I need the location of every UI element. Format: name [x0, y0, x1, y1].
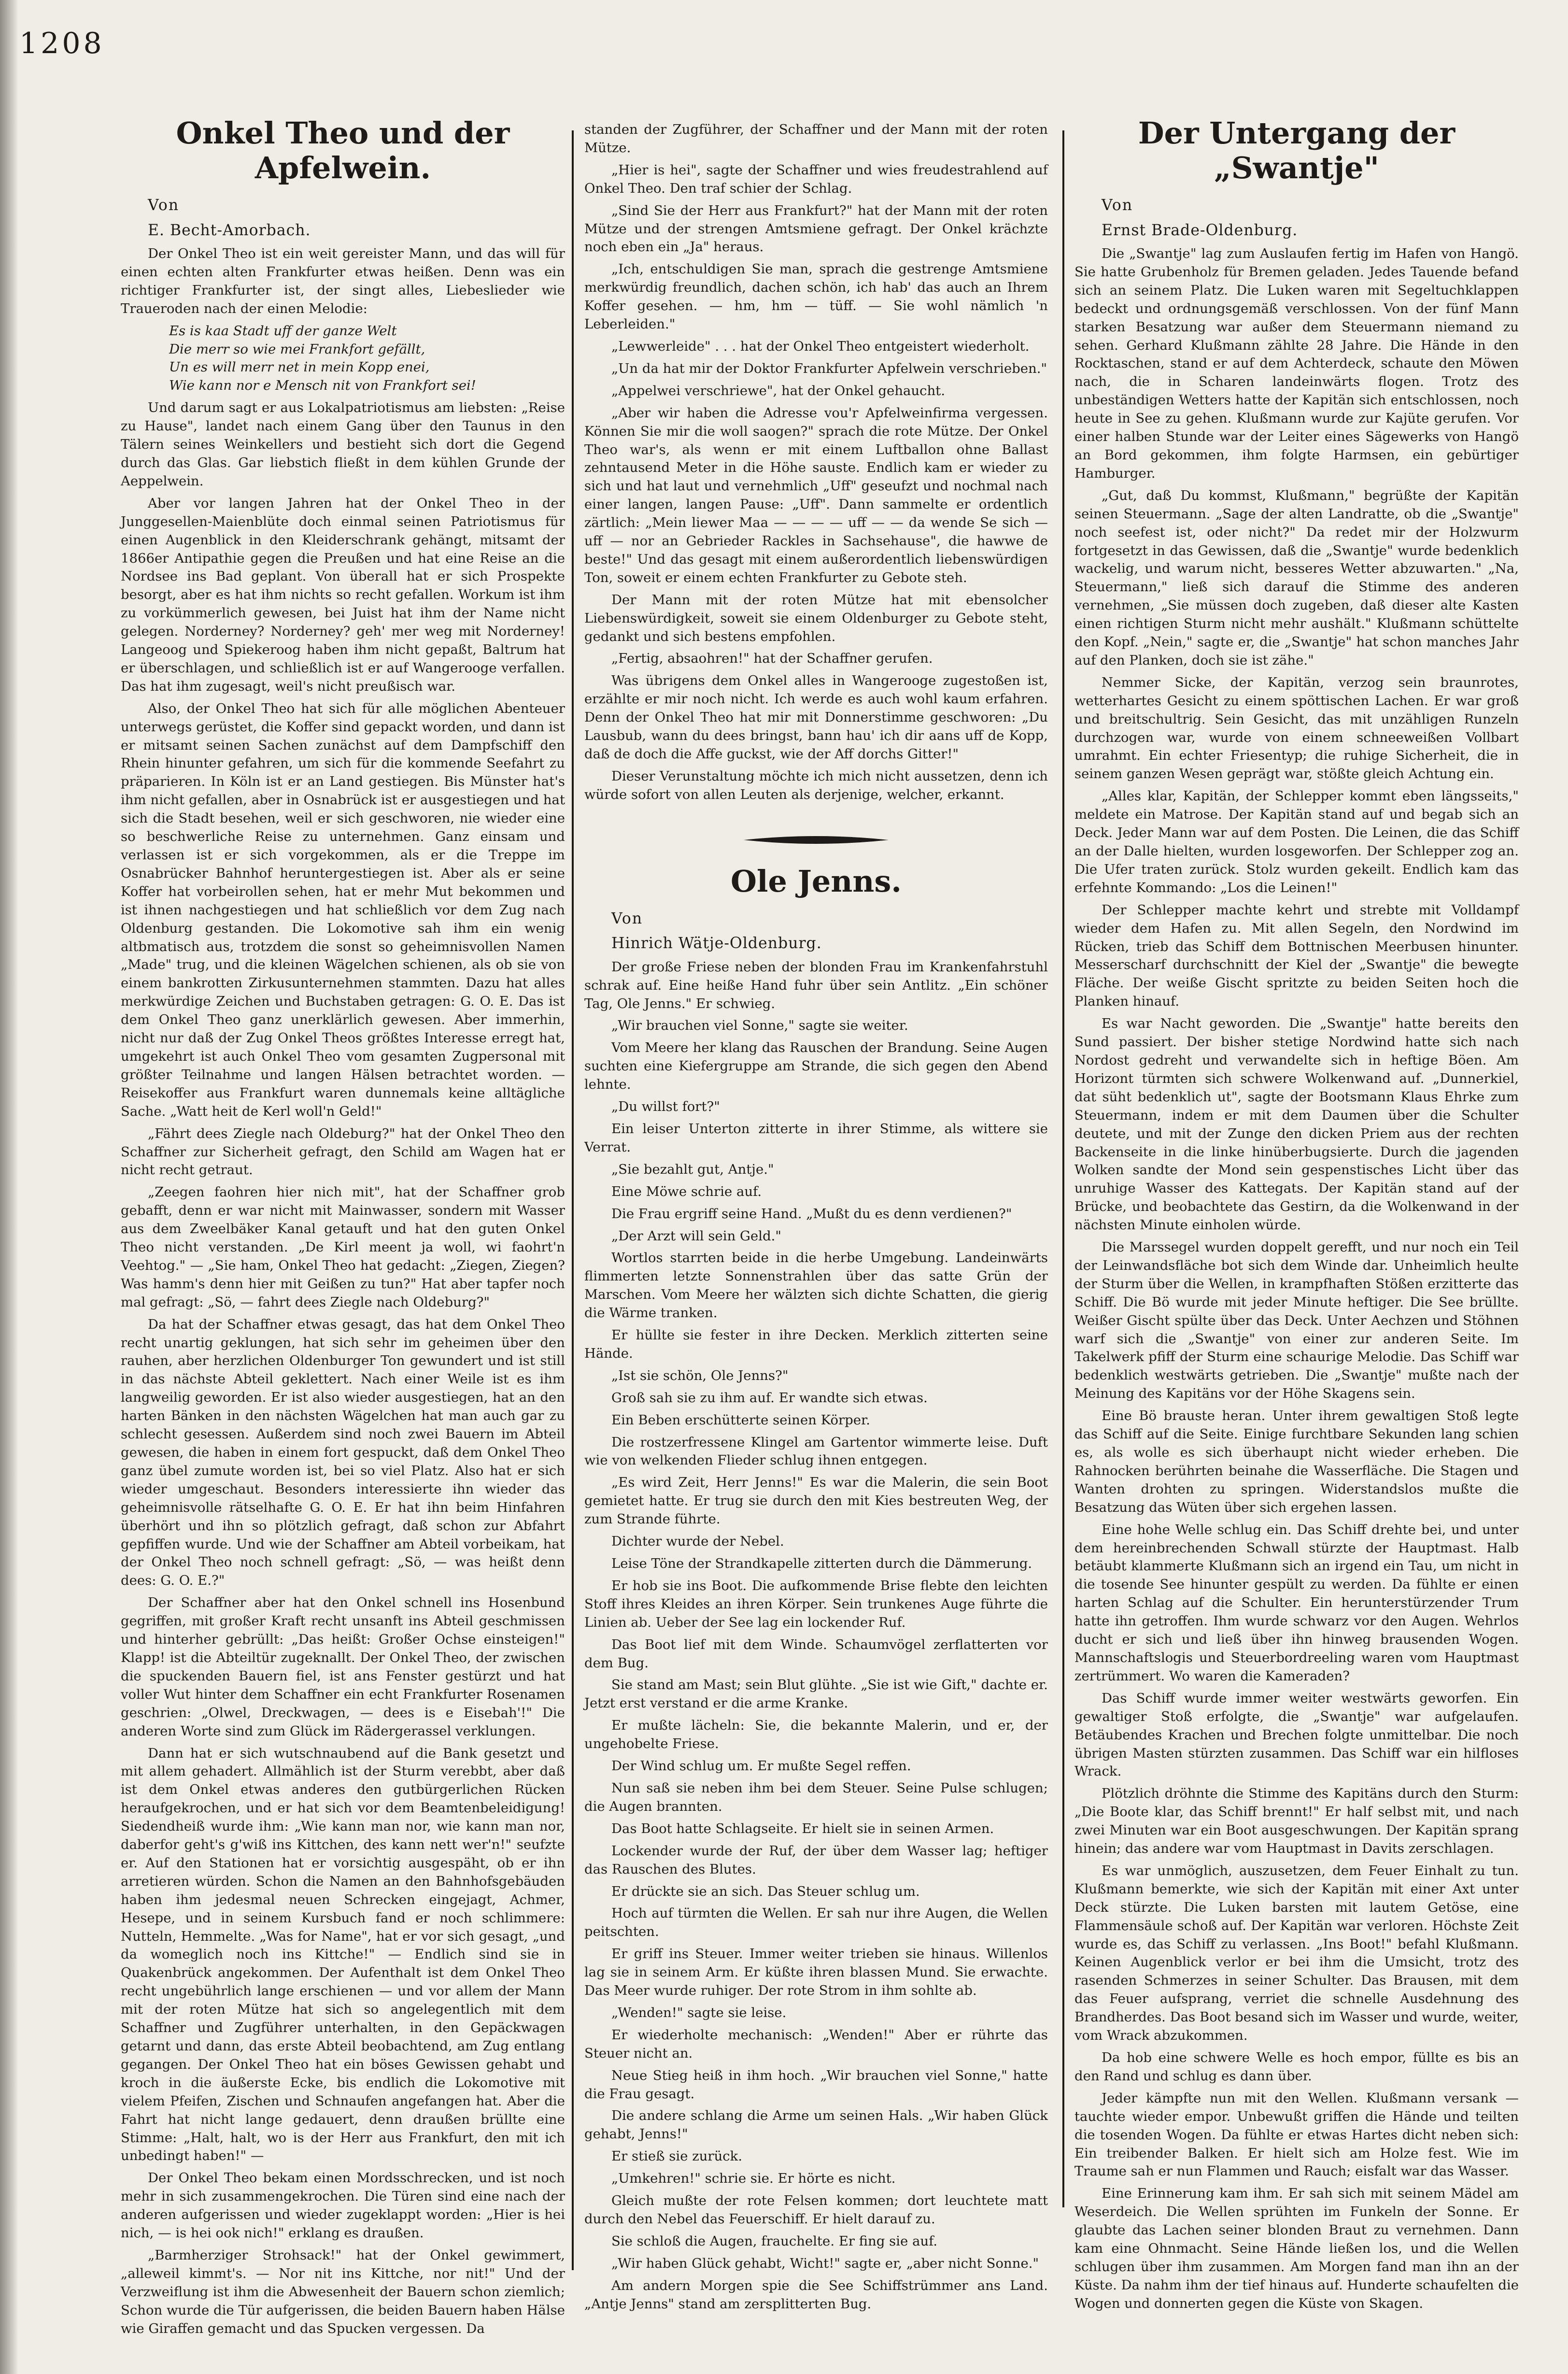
article-title-ole-jenns: Ole Jenns. — [730, 863, 902, 899]
paragraph: Das Boot lief mit dem Winde. Schaumvögel zerflatterten vor dem Bug. — [584, 1636, 1048, 1671]
paragraph: Nemmer Sicke, der Kapitän, verzog sein braunrotes, wetterhartes Gesicht zu einem spöttischen Lachen. Er war groß und breitschultrig. Sein Gesicht, das mit unzähligen Runzeln durchzogen war, wurde von einem schneeweißen Vollbart umrahmt. Ein echter Friesentyp; die ruhige Sicherheit, die in seinem ganzen Wesen geprägt war, stößte gleich Achtung ein. — [1074, 674, 1519, 782]
paragraph: „Wir haben Glück gehabt, Wicht!" sagte er, „aber nicht Sonne." — [611, 2255, 1039, 2271]
paragraph: Er drückte sie an sich. Das Steuer schlug um. — [611, 1883, 920, 1899]
paragraph: „Lewwerleide" . . . hat der Onkel Theo entgeistert wiederholt. — [611, 338, 1030, 354]
paragraph: Er hüllte sie fester in ihre Decken. Merklich zitterten seine Hände. — [584, 1327, 1048, 1361]
paragraph: „Ich, entschuldigen Sie man, sprach die gestrenge Amtsmiene merkwürdig freundlich, dachen schön, ich hab' das auch an Ihrem Koffer gesehen. — hm, hm — tüff. — Sie wohl nämlich 'n Leberleiden." — [584, 261, 1048, 332]
paragraph: „Du willst fort?" — [611, 1099, 720, 1115]
paragraph: Dieser Verunstaltung möchte ich mich nicht aussetzen, denn ich würde sofort von allen Leuten als derjenige, welcher, erkannt. — [584, 768, 1048, 802]
paragraph: „Hier is hei", sagte der Schaffner und wies freudestrahlend auf Onkel Theo. Den traf schier der Schlag. — [584, 162, 1048, 196]
paragraph: Plötzlich dröhnte die Stimme des Kapitäns durch den Sturm: „Die Boote klar, das Schiff brennt!" Er half selbst mit, und nach zwei Minuten war ein Boot ausgeschwungen. Der Kapitän sprang hinein; das andere war vom Hauptmast in Davits zerschlagen. — [1074, 1786, 1519, 1857]
column-rule-2 — [1062, 130, 1064, 2207]
paragraph: Neue Stieg heiß in ihm hoch. „Wir brauchen viel Sonne," hatte die Frau gesagt. — [584, 2067, 1048, 2102]
column-middle — [584, 121, 1048, 2317]
paragraph: „Fertig, absaohren!" hat der Schaffner gerufen. — [611, 651, 933, 667]
paragraph: Nun saß sie neben ihm bei dem Steuer. Seine Pulse schlugen; die Augen brannten. — [584, 1780, 1048, 1814]
paragraph: Ein leiser Unterton zitterte in ihrer Stimme, als wittere sie Verrat. — [584, 1121, 1048, 1155]
paragraph: „Fährt dees Ziegle nach Oldeburg?" hat der Onkel Theo den Schaffner zur Sicherheit gefragt, den Schild am Wagen hat er nicht recht getraut. — [121, 1125, 565, 1178]
paragraph: „Appelwei verschriewe", hat der Onkel gehaucht. — [611, 383, 946, 398]
section-divider-swash — [744, 835, 889, 845]
paragraph: Er hob sie ins Boot. Die aufkommende Brise flebte den leichten Stoff ihres Kleides an ihren Körper. Sein trunkenes Auge führte die Linien ab. Ueber der See lag ein lockender Ruf. — [584, 1578, 1048, 1630]
paragraph: Der Mann mit der roten Mütze hat mit ebensolcher Liebenswürdigkeit, soweit sie einem Oldenburger zu Gebote steht, gedankt und sich bestens empfohlen. — [584, 592, 1048, 644]
paragraph: Die Marssegel wurden doppelt gerefft, und nur noch ein Teil der Leinwandsfläche bot sich dem Winde dar. Unheimlich heulte der Sturm über die Wellen, in krampfhaften Stößen erzitterte das Schiff. Die Bö wurde mit jeder Minute heftiger. Die See brüllte. Weißer Gischt spülte über das Deck. Unter Aechzen und Stöhnen warf sich die „Swantje" von einer zur anderen Seite. Im Takelwerk pfiff der Sturm eine schaurige Melodie. Das Schiff war bedenklich westwärts getrieben. Die „Swantje" mußte nach der Meinung des Kapitäns vor der Höhe Skagens sein. — [1074, 1239, 1519, 1402]
paragraph: „Un da hat mir der Doktor Frankfurter Apfelwein verschrieben." — [611, 360, 1047, 376]
paragraph: Also, der Onkel Theo hat sich für alle möglichen Abenteuer unterwegs gerüstet, die Koffer sind gepackt worden, und dann ist er mitsamt seinen Sachen zunächst auf dem Dampfschiff den Rhein hinunter gefahren, um sich für die kommende Seefahrt zu präparieren. In Köln ist er an Land gestiegen. Bis Münster hat's ihm nicht gefallen, aber in Osnabrück ist er ausgestiegen und hat sich die Stadt besehen, weil er sich geschworen, nie wieder eine so beschwerliche Reise zu unternehmen. Ganz einsam und verlassen ist er sich vorgekommen, als er die Treppe im Osnabrücker Bahnhof heruntergestiegen ist. Aber als er seine Koffer hat vorbeirollen sehen, hat er mehr Mut bekommen und ist ihnen nachgestiegen und hat schließlich vor dem Zug nach Oldenburg gestanden. Die Lokomotive sah ihm ein wenig altbmatisch aus, trotzdem die sonst so geheimnisvollen Namen „Made" trug, und die kleinen Wägelchen schienen, als ob sie von einem bankrotten Zirkusunternehmen stammten. Dazu hat alles merkwürdige Zeichen und Buchstaben getragen: G. O. E. Das ist dem Onkel Theo ganz unerklärlich gewesen. Aber immerhin, nicht nur daß der Zug Onkel Theos größtes Interesse erregt hat, umgekehrt ist auch Onkel Theo vom gesamten Zugpersonal mit größter Teilnahme und langen Hälsen betrachtet worden. — Reisekoffer aus Frankfurt waren dunnemals keine alltägliche Sache. „Watt heit de Kerl woll'n Geld!" — [121, 700, 565, 1119]
paragraph: Die andere schlang die Arme um seinen Hals. „Wir haben Glück gehabt, Jenns!" — [584, 2108, 1048, 2142]
paragraph: Groß sah sie zu ihm auf. Er wandte sich etwas. — [611, 1390, 928, 1406]
paragraph: „Sind Sie der Herr aus Frankfurt?" hat der Mann mit der roten Mütze und der strengen Amtsmiene gefragt. Der Onkel krächzte noch eben ein „Ja" heraus. — [584, 202, 1048, 255]
paragraph: „Ist sie schön, Ole Jenns?" — [611, 1367, 789, 1383]
paragraph: Dichter wurde der Nebel. — [611, 1534, 784, 1549]
paragraph: Es war Nacht geworden. Die „Swantje" hatte bereits den Sund passiert. Der bisher stetige Nordwind hatte sich nach Nordost gedreht und verwandelte sich in heftige Böen. Am Horizont türmten sich schwere Wolkenwand auf. „Dunnerkiel, dat süht bedenklich ut", sagte der Bootsmann Klaus Ehrke zum Steuermann, indem er mit dem Daumen über die Schulter deutete, und mit der Zunge den dicken Priem aus der rechten Backenseite in die linke hinüberbugsierte. Durch die jagenden Wolken sandte der Mond sein gespenstisches Licht über das unruhige Wasser des Kattegats. Der Kapitän stand auf der Brücke, und beobachtete das Gestirn, da die Wolkenwand in der nächsten Minute einholen würde. — [1074, 1016, 1519, 1233]
paragraph: Hoch auf türmten die Wellen. Er sah nur ihre Augen, die Wellen peitschten. — [584, 1905, 1048, 1940]
paragraph: Gleich mußte der rote Felsen kommen; dort leuchtete matt durch den Nebel das Feuerschiff. Er hielt darauf zu. — [584, 2193, 1048, 2227]
paragraph: Die „Swantje" lag zum Auslaufen fertig im Hafen von Hangö. Sie hatte Grubenholz für Bremen geladen. Jedes Tauende befand sich an seinem Platz. Die Luken waren mit Segeltuchklappen bedeckt und ordnungsgemäß verschlossen. Von der fünf Mann starken Besatzung war außer dem Steuermann niemand zu sehen. Gerhard Klußmann zählte 28 Jahre. Die Hände in den Rocktaschen, stand er auf dem Achterdeck, schaute den Möwen nach, die in Scharen landeinwärts flogen. Trotz des unbeständigen Wetters hatte der Kapitän sich entschlossen, noch heute in See zu gehen. Klußmann wurde zur Kajüte gerufen. Vor einer halben Stunde war der Leiter eines Sägewerks von Hangö an Bord gekommen, ihm folgte Harmsen, ein gebürtiger Hamburger. — [1074, 246, 1519, 481]
paragraph: Die rostzerfressene Klingel am Gartentor wimmerte leise. Duft wie von welkenden Flieder schlug ihnen entgegen. — [584, 1434, 1048, 1468]
page-number: 1208 — [19, 27, 105, 60]
paragraph: „Sie bezahlt gut, Antje." — [611, 1161, 774, 1177]
paragraph: Er mußte lächeln: Sie, die bekannte Malerin, und er, der ungehobelte Friese. — [584, 1718, 1048, 1752]
paragraph: Es war unmöglich, auszusetzen, dem Feuer Einhalt zu tun. Klußmann bemerkte, wie sich der Kapitän mit einer Axt unter Deck stürzte. Die Luken barsten mit lautem Getöse, eine Flammensäule schoß auf. Der Kapitän war verloren. Höchste Zeit wurde es, das Schiff zu verlassen. „Ins Boot!" befahl Klußmann. Keinen Augenblick verlor er bei ihm die Umsicht, trotz des rasenden Schmerzes in seiner Schulter. Das Brausen, mit dem das Feuer aufsprang, verriet die schnelle Ausdehnung des Brandherdes. Das Boot besand sich im Wasser und wurde, weiter, vom Wrack abzukommen. — [1074, 1862, 1519, 2044]
song-verse: Es is kaa Stadt uff der ganze Welt Die merr so wie mei Frankfort gefällt, Un es will merr net in mein Kopp enei, Wie kann nor e Mensch nit von Frankfort sei! — [169, 323, 476, 394]
paragraph: „Zeegen faohren hier nich mit", hat der Schaffner grob gebafft, denn er war nicht mit Mainwasser, sondern mit Wasser aus dem Zweelbäker Kanal getauft und hat den guten Onkel Theo nicht verstanden. „De Kirl meent ja woll, wi faohrt'n Veehtog." — „Sie ham, Onkel Theo hat gedacht: „Ziegen, Ziegen? Was hamm's denn hier mit Geißen zu tun?" Hat aber tapfer noch mal gefragt: „Sö, — fahrt dees Ziegle nach Oldeburg?" — [121, 1184, 565, 1310]
byline-von: Von — [611, 910, 643, 927]
paragraph: „Der Arzt will sein Geld." — [611, 1228, 782, 1244]
byline-author: Hinrich Wätje-Oldenburg. — [611, 935, 822, 952]
paragraph: Der Onkel Theo ist ein weit gereister Mann, und das will für einen echten alten Frankfurter etwas heißen. Denn was ein richtiger Frankfurter ist, der singt alles, Liebeslieder wie Trauerоden nach der einen Melodie: — [121, 246, 565, 316]
byline-author: E. Becht-Amorbach. — [148, 221, 311, 239]
paragraph: Was übrigens dem Onkel alles in Wangerooge zugestoßen ist, erzählte er mir noch nicht. Ich werde es auch wohl kaum erfahren. Denn der Onkel Theo hat mir mit Donnerstimme geschworen: „Du Lausbub, wann du dees bringst, bann hau' ich dir aans uff de Kopp, daß de doch die Affe guckst, wie der Aff dorchs Gitter!" — [584, 673, 1048, 762]
paragraph: Das Boot hatte Schlagseite. Er hielt sie in seinen Armen. — [611, 1820, 994, 1836]
paragraph: Der große Friese neben der blonden Frau im Krankenfahrstuhl schrak auf. Eine heiße Hand fuhr über sein Antlitz. „Ein schöner Tag, Ole Jenns." Er schwieg. — [584, 959, 1048, 1011]
paragraph: Eine hohe Welle schlug ein. Das Schiff drehte bei, und unter dem hereinbrechenden Schwall stürzte der Hauptmast. Halb betäubt klammerte Klußmann sich an irgend ein Tau, um nicht in die tosende See hinunter gespült zu werden. Da fühlte er einen harten Schlag auf die Schulter. Ein herunterstürzender Trum hatte ihn getroffen. Ihm wurde schwarz vor den Augen. Wehrlos ducht er sich und ließ über ihn hinweg brausenden Wogen. Mannschaftslogis und Steuerbordreeling waren vom Hauptmast zertrümmert. Wo waren die Kameraden? — [1074, 1521, 1519, 1684]
column-onkel-theo — [121, 87, 565, 2342]
paragraph: standen der Zugführer, der Schaffner und der Mann mit der roten Mütze. — [584, 122, 1048, 156]
column-swantje — [1074, 87, 1519, 2317]
column-rule-1 — [572, 130, 574, 2270]
byline-von: Von — [1102, 197, 1133, 214]
paragraph: Da hob eine schwere Welle es hoch empor, füllte es bis an den Rand und schlug es dann über. — [1074, 2050, 1519, 2084]
paragraph: Am andern Morgen spie die See Schiffstrümmer ans Land. „Antje Jenns" stand am zersplitterten Bug. — [584, 2277, 1048, 2312]
paragraph: „Wenden!" sagte sie leise. — [611, 2004, 787, 2020]
paragraph: „Es wird Zeit, Herr Jenns!" Es war die Malerin, die sein Boot gemietet hatte. Er trug sie durch den mit Kies bestreuten Weg, der zum Strande führte. — [584, 1475, 1048, 1527]
paragraph: Wortlos starrten beide in die herbe Umgebung. Landeinwärts flimmerten letzte Sonnenstrahlen über das satte Grün der Marschen. Vom Meere her wälzten sich dichte Schatten, die gierig die Wärme tranken. — [584, 1250, 1048, 1321]
paragraph: Eine Möwe schrie auf. — [611, 1183, 762, 1199]
paragraph: Der Schaffner aber hat den Onkel schnell ins Hosenbund gegriffen, mit großer Kraft recht unsanft ins Abteil geschmissen und hinterher gebrüllt: „Das heißt: Großer Ochse einsteigen!" Klapp! ist die Abteiltür zugeknallt. Der Onkel Theo, der zwischen die spuckenden Bauern fiel, ist ans Fenster gestürzt und hat voller Wut hinter dem Schaffner ein echt Frankfurter Rosenamen geschrien: „Olwel, Dreckwagen, — dees is e Eisebah'!" Die anderen Worte sind zum Glück im Rädergerassel verklungen. — [121, 1595, 565, 1739]
paragraph: Und darum sagt er aus Lokalpatriotismus am liebsten: „Reise zu Hause", landet nach einem Gang über den Taunus in den Tälern seines Weinkellers und bestieht sich dort die Gegend durch das Glas. Gar liebstich fließt in dem kühlen Grunde der Aeppelwein. — [121, 400, 565, 489]
paragraph: Er wiederholte mechanisch: „Wenden!" Aber er rührte das Steuer nicht an. — [584, 2027, 1048, 2061]
byline-von: Von — [148, 197, 180, 214]
byline-author: Ernst Brade-Oldenburg. — [1102, 221, 1298, 239]
article-title-onkel-theo: Onkel Theo und der Apfelwein. — [176, 115, 510, 185]
paragraph: Sie stand am Mast; sein Blut glühte. „Sie ist wie Gift," dachte er. Jetzt erst verstand er die arme Kranke. — [584, 1677, 1048, 1711]
paragraph: Ein Beben erschütterte seinen Körper. — [611, 1412, 870, 1428]
paragraph: Vom Meere her klang das Rauschen der Brandung. Seine Augen suchten eine Kiefergruppe am Strande, die sich gegen den Abend lehnte. — [584, 1040, 1048, 1093]
paragraph: Sie schloß die Augen, frauchelte. Er fing sie auf. — [611, 2233, 938, 2249]
paragraph: Da hat der Schaffner etwas gesagt, das hat dem Onkel Theo recht unartig geklungen, hat sich sehr im geheimen über den rauhen, aber herzlichen Oldenburger Ton gewundert und ist still in das nächste Abteil geklettert. Nach einer Weile ist es ihm langweilig geworden. Er ist also wieder ausgestiegen, hat an den harten Bänken in den nächsten Wägelchen hat man auch gar zu schlecht gesessen. Außerdem sind noch zwei Bauern im Abteil gewesen, die haben in einem fort gespuckt, daß dem Onkel Theo ganz übel zumute worden ist, bei so viel Platz. Also hat er sich wieder umgeschaut. Besonders interessierte ihn wieder das geheimnisvolle rätselhafte G. O. E. Er hat ihn beim Hinfahren überhört und ihn so plötzlich gefragt, daß schon zur Abfahrt gepfiffen wurde. Und wie der Schaffner am Abteil vorbeikam, hat der Onkel Theo noch schnell gefragt: „Sö, — was heißt denn dees: G. O. E.?" — [121, 1316, 565, 1589]
paragraph: Die Frau ergriff seine Hand. „Mußt du es denn verdienen?" — [611, 1206, 1012, 1222]
paragraph: Er stieß sie zurück. — [611, 2148, 743, 2164]
paragraph: Dann hat er sich wutschnaubend auf die Bank gesetzt und mit allem gehadert. Allmählich ist der Sturm verebbt, aber daß ist dem Onkel etwas anderes den gutbürgerlichen Rücken heraufgekrochen, und er hat sich vor dem Beamtenbeleidigung! Siedendheiß wurde ihm: „Wie kann man nor, wie kann man nor, daberfor geht's g'wiß ins Kittchen, des kann nett wer'n!" seufzte er. Auf den Stationen hat er vorsichtig ausgespäht, ob er ihn arretieren würden. Schon die Namen an den Bahnhofsgebäuden haben ihm jedesmal neuen Schrecken eingejagt, Achmer, Hesepe, und in seinem Kursbuch fand er noch schlimmere: Nutteln, Hemmelte. „Was for Name", hat er vor sich gesagt, „und da womeglich noch ins Kittche!" — Endlich sind sie in Quakenbrück angekommen. Der Aufenthalt ist dem Onkel Theo recht ungebührlich lange erschienen — und vor allem der Mann mit der roten Mütze hat sich so angelegentlich mit dem Schaffner und Zugführer unterhalten, in den Gepäckwagen getarnt und dann, das erste Abteil beobachtend, am Zug entlang gegangen. Der Onkel Theo hat ein böses Gewissen gehabt und kroch in die äußerste Ecke, bis endlich die Lokomotive mit vielem Pfeifen, Zischen und Schnaufen angefangen hat. Aber die Fahrt hat nicht lange gedauert, denn draußen brüllte eine Stimme: „Halt, halt, wo is der Herr aus Frankfurt, den mit ich unbedingt haben!" — — [121, 1745, 565, 2164]
paragraph: „Aber wir haben die Adresse vou'r Apfelweinfirma vergessen. Können Sie mir die woll saogen?" sprach die rote Mütze. Der Onkel Theo war's, als wenn er mit einem Luftballon ohne Ballast zehntausend Meter in die Höhe sauste. Endlich kam er wieder zu sich und hat laut und vernehmlich „Uff" geseufzt und nochmal nach einer langen, langen Pause: „Uff". Dann sammelte er ordentlich zärtlich: „Mein liewer Maa — — — — uff — — da wende Se sich — uff — nor an Gebrieder Rackles in Sachsehause", die hawwe de beste!" Und das gesagt mit einem außerordentlich liebenswürdigen Ton, soweit er einem echten Frankfurter zu Gebote steh. — [584, 405, 1048, 585]
page-binding-edge — [0, 0, 18, 2374]
paragraph: Eine Erinnerung kam ihm. Er sah sich mit seinem Mädel am Weserdeich. Die Wellen sprühten im Funkeln der Sonne. Er glaubte das Lachen seiner blonden Braut zu vernehmen. Dann kam eine Ohnmacht. Seine Hände ließen los, und die Wellen schlugen über ihm zusammen. Am Morgen fand man ihn an der Küste. Da nahm ihm der tief hinaus auf. Hunderte schaufelten die Wogen und donnerten gegen die Küste von Skagen. — [1074, 2186, 1519, 2311]
article-title-swantje: Der Untergang der „Swantje" — [1138, 115, 1455, 185]
paragraph: Aber vor langen Jahren hat der Onkel Theo in der Junggesellen-Maienblüte doch einmal seinen Patriotismus für einen Augenblick in den Kleiderschrank gehängt, mitsamt der 1866er Antipathie gegen die Preußen und hat eine Reise an die Nordsee ins Bad geplant. Von überall hat er sich Prospekte besorgt, aber es hat ihm nichts so recht gefallen. Workum ist ihm zu vorkümmerlich gewesen, bei Juist hat ihm der Name nicht gelegen. Norderney? Norderney? geh' mer weg mit Norderney! Langeoog und Spiekeroog haben ihm nicht gepaßt, Baltrum hat er überschlagen, und schließlich ist er auf Wangerooge verfallen. Das hat ihm zugesagt, weil's nicht preußisch war. — [121, 495, 565, 694]
paragraph: „Wir brauchen viel Sonne," sagte sie weiter. — [611, 1018, 908, 1034]
paragraph: Jeder kämpfte nun mit den Wellen. Klußmann versank — tauchte wieder empor. Unbewußt griffen die Hände und teilten die tosenden Wogen. Da fühlte er etwas Hartes dicht neben sich: Ein treibender Balken. Er hielt sich am Holze fest. Wie im Traume sah er nun Flammen und Rauch; eisfalt war das Wasser. — [1074, 2090, 1519, 2179]
paragraph: Der Onkel Theo bekam einen Mordsschrecken, und ist noch mehr in sich zusammengekrochen. Die Türen sind eine nach der anderen aufgerissen und wieder zugeklappt worden: „Hier is hei nich, — is hei ook nich!" erklang es draußen. — [121, 2170, 565, 2241]
paragraph: „Barmherziger Strohsack!" hat der Onkel gewimmert, „alleweil kimmt's. — Nor nit ins Kittche, nor nit!" Und der Verzweiflung ist ihm die Abwesenheit der Bauern schon ziemlich; Schon wurde die Tür aufgerissen, die beiden Bauern haben Hälse wie Giraffen gemacht und das Spucken vergessen. Da — [121, 2247, 565, 2336]
paragraph: „Gut, daß Du kommst, Klußmann," begrüßte der Kapitän seinen Steuermann. „Sage der alten Landratte, ob die „Swantje" noch seefest ist, oder nicht?" Da redet mir der Holzwurm fortgesetzt in das Gewissen, daß die „Swantje" wurde bedenklich wackelig, und warum nicht, besseres Wetter abzuwarten." „Na, Steuermann," ließ sich darauf die Stimme des anderen vernehmen, „Sie müssen doch zugeben, daß dieser alte Kasten einen richtigen Sturm nicht mehr aushält." Klußmann schüttelte den Kopf. „Nein," sagte er, die „Swantje" hat schon manches Jahr auf den Planken, doch sie ist zähe." — [1074, 487, 1519, 668]
paragraph: Lockender wurde der Ruf, der über dem Wasser lag; heftiger das Rauschen des Blutes. — [584, 1843, 1048, 1877]
paragraph: „Alles klar, Kapitän, der Schlepper kommt eben längsseits," meldete ein Matrose. Der Kapitän stand auf und begab sich an Deck. Jeder Mann war auf dem Posten. Die Leinen, die das Schiff an der Dalle hielten, wurden losgeworfen. Der Schlepper zog an. Die Ufer traten zurück. Stolz wurden gekeilt. Endlich kam das erfehnte Kommando: „Los die Leinen!" — [1074, 788, 1519, 896]
paragraph: Eine Bö brauste heran. Unter ihrem gewaltigen Stoß legte das Schiff auf die Seite. Einige furchtbare Sekunden lang schien es, als wolle es sich überhaupt nicht wieder erheben. Die Rahnocken berührten beinahe die Wasserfläche. Die Stagen und Wanten drohten zu springen. Widerstandslos mußte die Besatzung das Wüten über sich ergehen lassen. — [1074, 1408, 1519, 1515]
paragraph: Das Schiff wurde immer weiter westwärts geworfen. Ein gewaltiger Stoß erfolgte, die „Swantje" war aufgelaufen. Betäubendes Krachen und Brechen folgte unmittelbar. Die noch übrigen Masten stürzten zusammen. Das Schiff war ein hilfloses Wrack. — [1074, 1690, 1519, 1779]
paragraph: Leise Töne der Strandkapelle zitterten durch die Dämmerung. — [611, 1556, 1032, 1571]
paragraph: „Umkehren!" schrie sie. Er hörte es nicht. — [611, 2171, 896, 2187]
paragraph: Er griff ins Steuer. Immer weiter trieben sie hinaus. Willenlos lag sie in seinem Arm. Er küßte ihren blassen Mund. Sie erwachte. Das Meer wurde ruhiger. Der rote Strom in ihm sohlte ab. — [584, 1946, 1048, 1999]
paragraph: Der Wind schlug um. Er mußte Segel reffen. — [611, 1758, 911, 1774]
paragraph: Der Schlepper machte kehrt und strebte mit Volldampf wieder dem Hafen zu. Mit allen Segeln, den Nordwind im Rücken, trieb das Schiff dem Bottnischen Meerbusen hinunter. Messerscharf durchschnitt der Kiel der „Swantje" die bewegte Fläche. Der weiße Gischt spritzte zu beiden Seiten hoch die Planken hinauf. — [1074, 902, 1519, 1009]
